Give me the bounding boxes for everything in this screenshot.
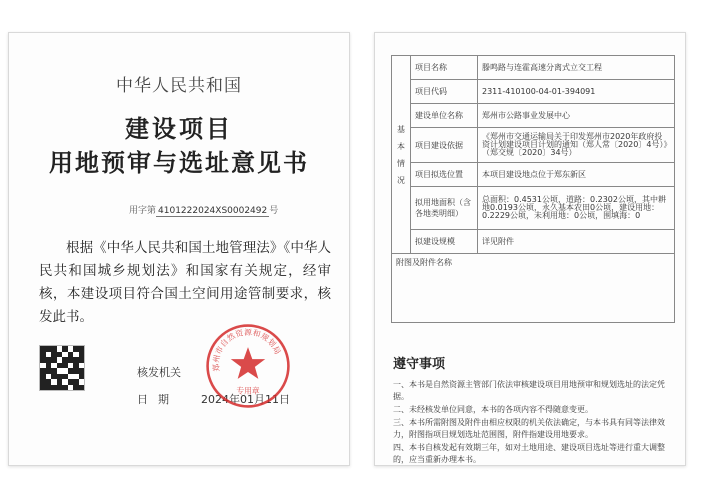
table-row bbox=[392, 128, 675, 163]
list-item: 四、本书自核发起有效期三年，如对土地用途、建设项目选址等进行重大调整的，应当重新办理本书。 bbox=[393, 443, 665, 464]
row-label: 拟用地面积（含各地类明细） bbox=[411, 187, 478, 230]
rules-list bbox=[393, 379, 669, 467]
table-row bbox=[392, 104, 675, 128]
serial-prefix: 用字第 bbox=[129, 206, 157, 216]
list-item: 一、本书是自然资源主管部门依法审核建设项目用地预审和规划选址的法定凭据。 bbox=[393, 380, 665, 401]
serial-number: 4101222024XS0002492 bbox=[158, 206, 268, 216]
project-code: 2311-410100-04-01-394091 bbox=[478, 80, 675, 104]
basic-info-side-label: 基本情况 bbox=[392, 56, 411, 254]
table-row bbox=[392, 254, 675, 323]
construction-basis: 《郑州市交通运输局关于印发郑州市2020年政府投资计划建设项目计划的通知（郑人常〔2020〕4号）》（郑交规〔2020〕34号） bbox=[478, 128, 675, 163]
construction-unit: 郑州市公路事业发展中心 bbox=[478, 104, 675, 128]
serial-number-line bbox=[129, 203, 278, 217]
table-row bbox=[392, 230, 675, 254]
seal-name: 郑州市自然资源和规划局 bbox=[211, 327, 283, 372]
table-row bbox=[392, 187, 675, 230]
row-label: 项目名称 bbox=[411, 56, 478, 80]
date-label: 日期 bbox=[137, 393, 179, 406]
document-title-line2: 用地预审与选址意见书 bbox=[49, 149, 309, 177]
row-label: 项目建设依据 bbox=[411, 128, 478, 163]
seal-subtitle: 专用章 bbox=[236, 386, 260, 396]
certificate-cover-page bbox=[8, 32, 350, 466]
row-label: 项目拟选位置 bbox=[411, 163, 478, 187]
certificate-body-text: 根据《中华人民共和国土地管理法》《中华人民共和国城乡规划法》和国家有关规定，经审核，本建设项目符合国土空间用途管制要求，核发此书。 bbox=[39, 240, 331, 325]
table-row bbox=[392, 163, 675, 187]
issue-date: 2024年01月11日 bbox=[201, 393, 290, 406]
row-label: 拟建设规模 bbox=[411, 230, 478, 254]
list-item: 三、本书所需附图及附件由相应权限的机关依法确定，与本书具有同等法律效力，附图指项目规划选址范围图，附件指建设用地要求。 bbox=[393, 418, 665, 439]
issuer-label: 核发机关 bbox=[137, 366, 181, 379]
rules-title: 遵守事项 bbox=[393, 357, 446, 372]
qr-code-icon bbox=[39, 345, 85, 391]
project-name: 滕鸣路与连霍高速分离式立交工程 bbox=[478, 56, 675, 80]
construction-scale: 详见附件 bbox=[478, 230, 675, 254]
land-area: 总面积：0.4531公顷，道路：0.2302公顷，其中耕地0.0193公顷，永久基本农田0公顷，建设用地：0.2229公顷，未利用地：0公顷，围填海：0 bbox=[478, 187, 675, 230]
table-row bbox=[392, 80, 675, 104]
attachments-label: 附图及附件名称 bbox=[392, 254, 675, 323]
document-title-line1: 建设项目 bbox=[125, 115, 233, 143]
certificate-details-page bbox=[374, 32, 686, 466]
row-label: 建设单位名称 bbox=[411, 104, 478, 128]
list-item: 二、未经核发单位同意，本书的各项内容不得随意变更。 bbox=[393, 405, 593, 414]
basic-info-table bbox=[391, 55, 675, 323]
proposed-location: 本项目建设地点位于郑东新区 bbox=[478, 163, 675, 187]
official-seal-icon bbox=[205, 323, 291, 409]
table-row bbox=[392, 56, 675, 80]
serial-suffix: 号 bbox=[269, 206, 279, 216]
row-label: 项目代码 bbox=[411, 80, 478, 104]
country-name: 中华人民共和国 bbox=[116, 76, 242, 96]
